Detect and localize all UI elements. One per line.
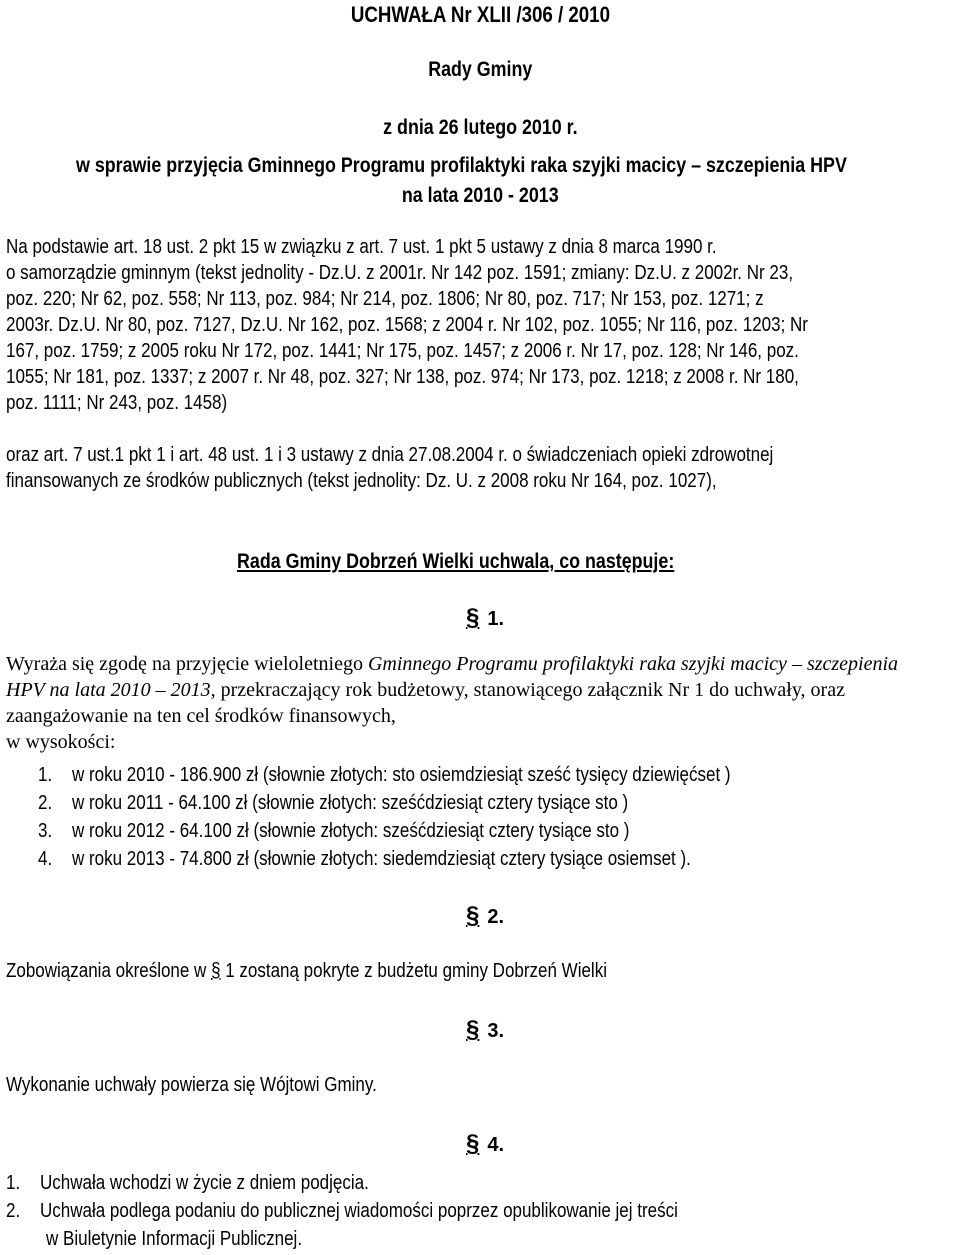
section-3-heading: § 3. bbox=[466, 1016, 505, 1043]
section-mark: § bbox=[466, 604, 480, 631]
list-item: 1. w roku 2010 - 186.900 zł (słownie złotych: sto osiemdziesiąt sześć tysięcy dziewięćset ) bbox=[38, 764, 731, 786]
section-4-heading: § 4. bbox=[466, 1130, 505, 1157]
council-resolves: Rada Gminy Dobrzeń Wielki uchwala, co następuje: bbox=[237, 550, 675, 573]
legal-basis-line: Na podstawie art. 18 ust. 2 pkt 15 w związku z art. 7 ust. 1 pkt 5 ustawy z dnia 8 marca 1990 r. bbox=[6, 236, 717, 258]
section-mark: § bbox=[466, 1130, 480, 1157]
list-item: 2. w roku 2011 - 64.100 zł (słownie złotych: sześćdziesiąt cztery tysiące sto ) bbox=[38, 792, 629, 814]
subject-line-1: w sprawie przyjęcia Gminnego Programu profilaktyki raka szyjki macicy – szczepienia HPV bbox=[76, 154, 847, 177]
legal-basis-also-line: oraz art. 7 ust.1 pkt 1 i art. 48 ust. 1 i 3 ustawy z dnia 27.08.2004 r. o świadczeniach opieki zdrowotnej bbox=[6, 444, 774, 466]
resolution-date: z dnia 26 lutego 2010 r. bbox=[382, 116, 578, 139]
section-mark: § bbox=[466, 1016, 480, 1043]
section-3-body: Wykonanie uchwały powierza się Wójtowi Gminy. bbox=[6, 1074, 377, 1096]
program-name: Gminnego Programu profilaktyki raka szyjki macicy – szczepienia HPV na lata 2010 – 2013, bbox=[6, 653, 899, 701]
section-2-heading: § 2. bbox=[466, 902, 505, 929]
legal-basis-line: poz. 220; Nr 62, poz. 558; Nr 113, poz. 984; Nr 214, poz. 1806; Nr 80, poz. 717; Nr 153, poz. 1271; z bbox=[6, 288, 764, 310]
legal-basis-line: 167, poz. 1759; z 2005 roku Nr 172, poz. 1441; Nr 175, poz. 1457; z 2006 r. Nr 17, poz. 128; Nr 146, poz. bbox=[6, 340, 799, 362]
legal-basis-line: 2003r. Dz.U. Nr 80, poz. 7127, Dz.U. Nr 162, poz. 1568; z 2004 r. Nr 102, poz. 1055; Nr 116, poz. 1203; Nr bbox=[6, 314, 808, 336]
list-item: 4. w roku 2013 - 74.800 zł (słownie złotych: siedemdziesiąt cztery tysiące osiemset ). bbox=[38, 848, 691, 870]
resolution-title: UCHWAŁA Nr XLII /306 / 2010 bbox=[350, 2, 610, 27]
list-item-continuation: w Biuletynie Informacji Publicznej. bbox=[46, 1228, 303, 1250]
section-2-body: Zobowiązania określone w § 1 zostaną pokryte z budżetu gminy Dobrzeń Wielki bbox=[6, 960, 607, 982]
list-item: 1. Uchwała wchodzi w życie z dniem podjęcia. bbox=[6, 1172, 369, 1194]
legal-basis-also-line: finansowanych ze środków publicznych (tekst jednolity: Dz. U. z 2008 roku Nr 164, poz. 1027), bbox=[6, 470, 717, 492]
legal-basis-line: poz. 1111; Nr 243, poz. 1458) bbox=[6, 392, 228, 414]
section-mark: § bbox=[211, 960, 221, 982]
council-name: Rady Gminy bbox=[427, 58, 533, 81]
list-item: 3. w roku 2012 - 64.100 zł (słownie złotych: sześćdziesiąt cztery tysiące sto ) bbox=[38, 820, 630, 842]
section-mark: § bbox=[466, 902, 480, 929]
legal-basis-line: 1055; Nr 181, poz. 1337; z 2007 r. Nr 48, poz. 327; Nr 138, poz. 974; Nr 173, poz. 1218; z 2008 r. Nr 180, bbox=[6, 366, 799, 388]
section-1-heading: § 1. bbox=[466, 604, 505, 631]
subject-line-2: na lata 2010 - 2013 bbox=[401, 184, 559, 207]
section-1-body: Wyraża się zgodę na przyjęcie wieloletniego Gminnego Programu profilaktyki raka szyjki macicy – szczepienia HPV na lata 2010 – 2013, przekraczający rok budżetowy, stanowiącego załącznik Nr 1 do uchwały, oraz zaangażowanie na ten cel środków finansowych, w wysokości: bbox=[6, 653, 899, 753]
list-item: 2. Uchwała podlega podaniu do publicznej wiadomości poprzez opublikowanie jej treści bbox=[6, 1200, 678, 1222]
legal-basis-line: o samorządzie gminnym (tekst jednolity - Dz.U. z 2001r. Nr 142 poz. 1591; zmiany: Dz.U. z 2002r. Nr 23, bbox=[6, 262, 794, 284]
